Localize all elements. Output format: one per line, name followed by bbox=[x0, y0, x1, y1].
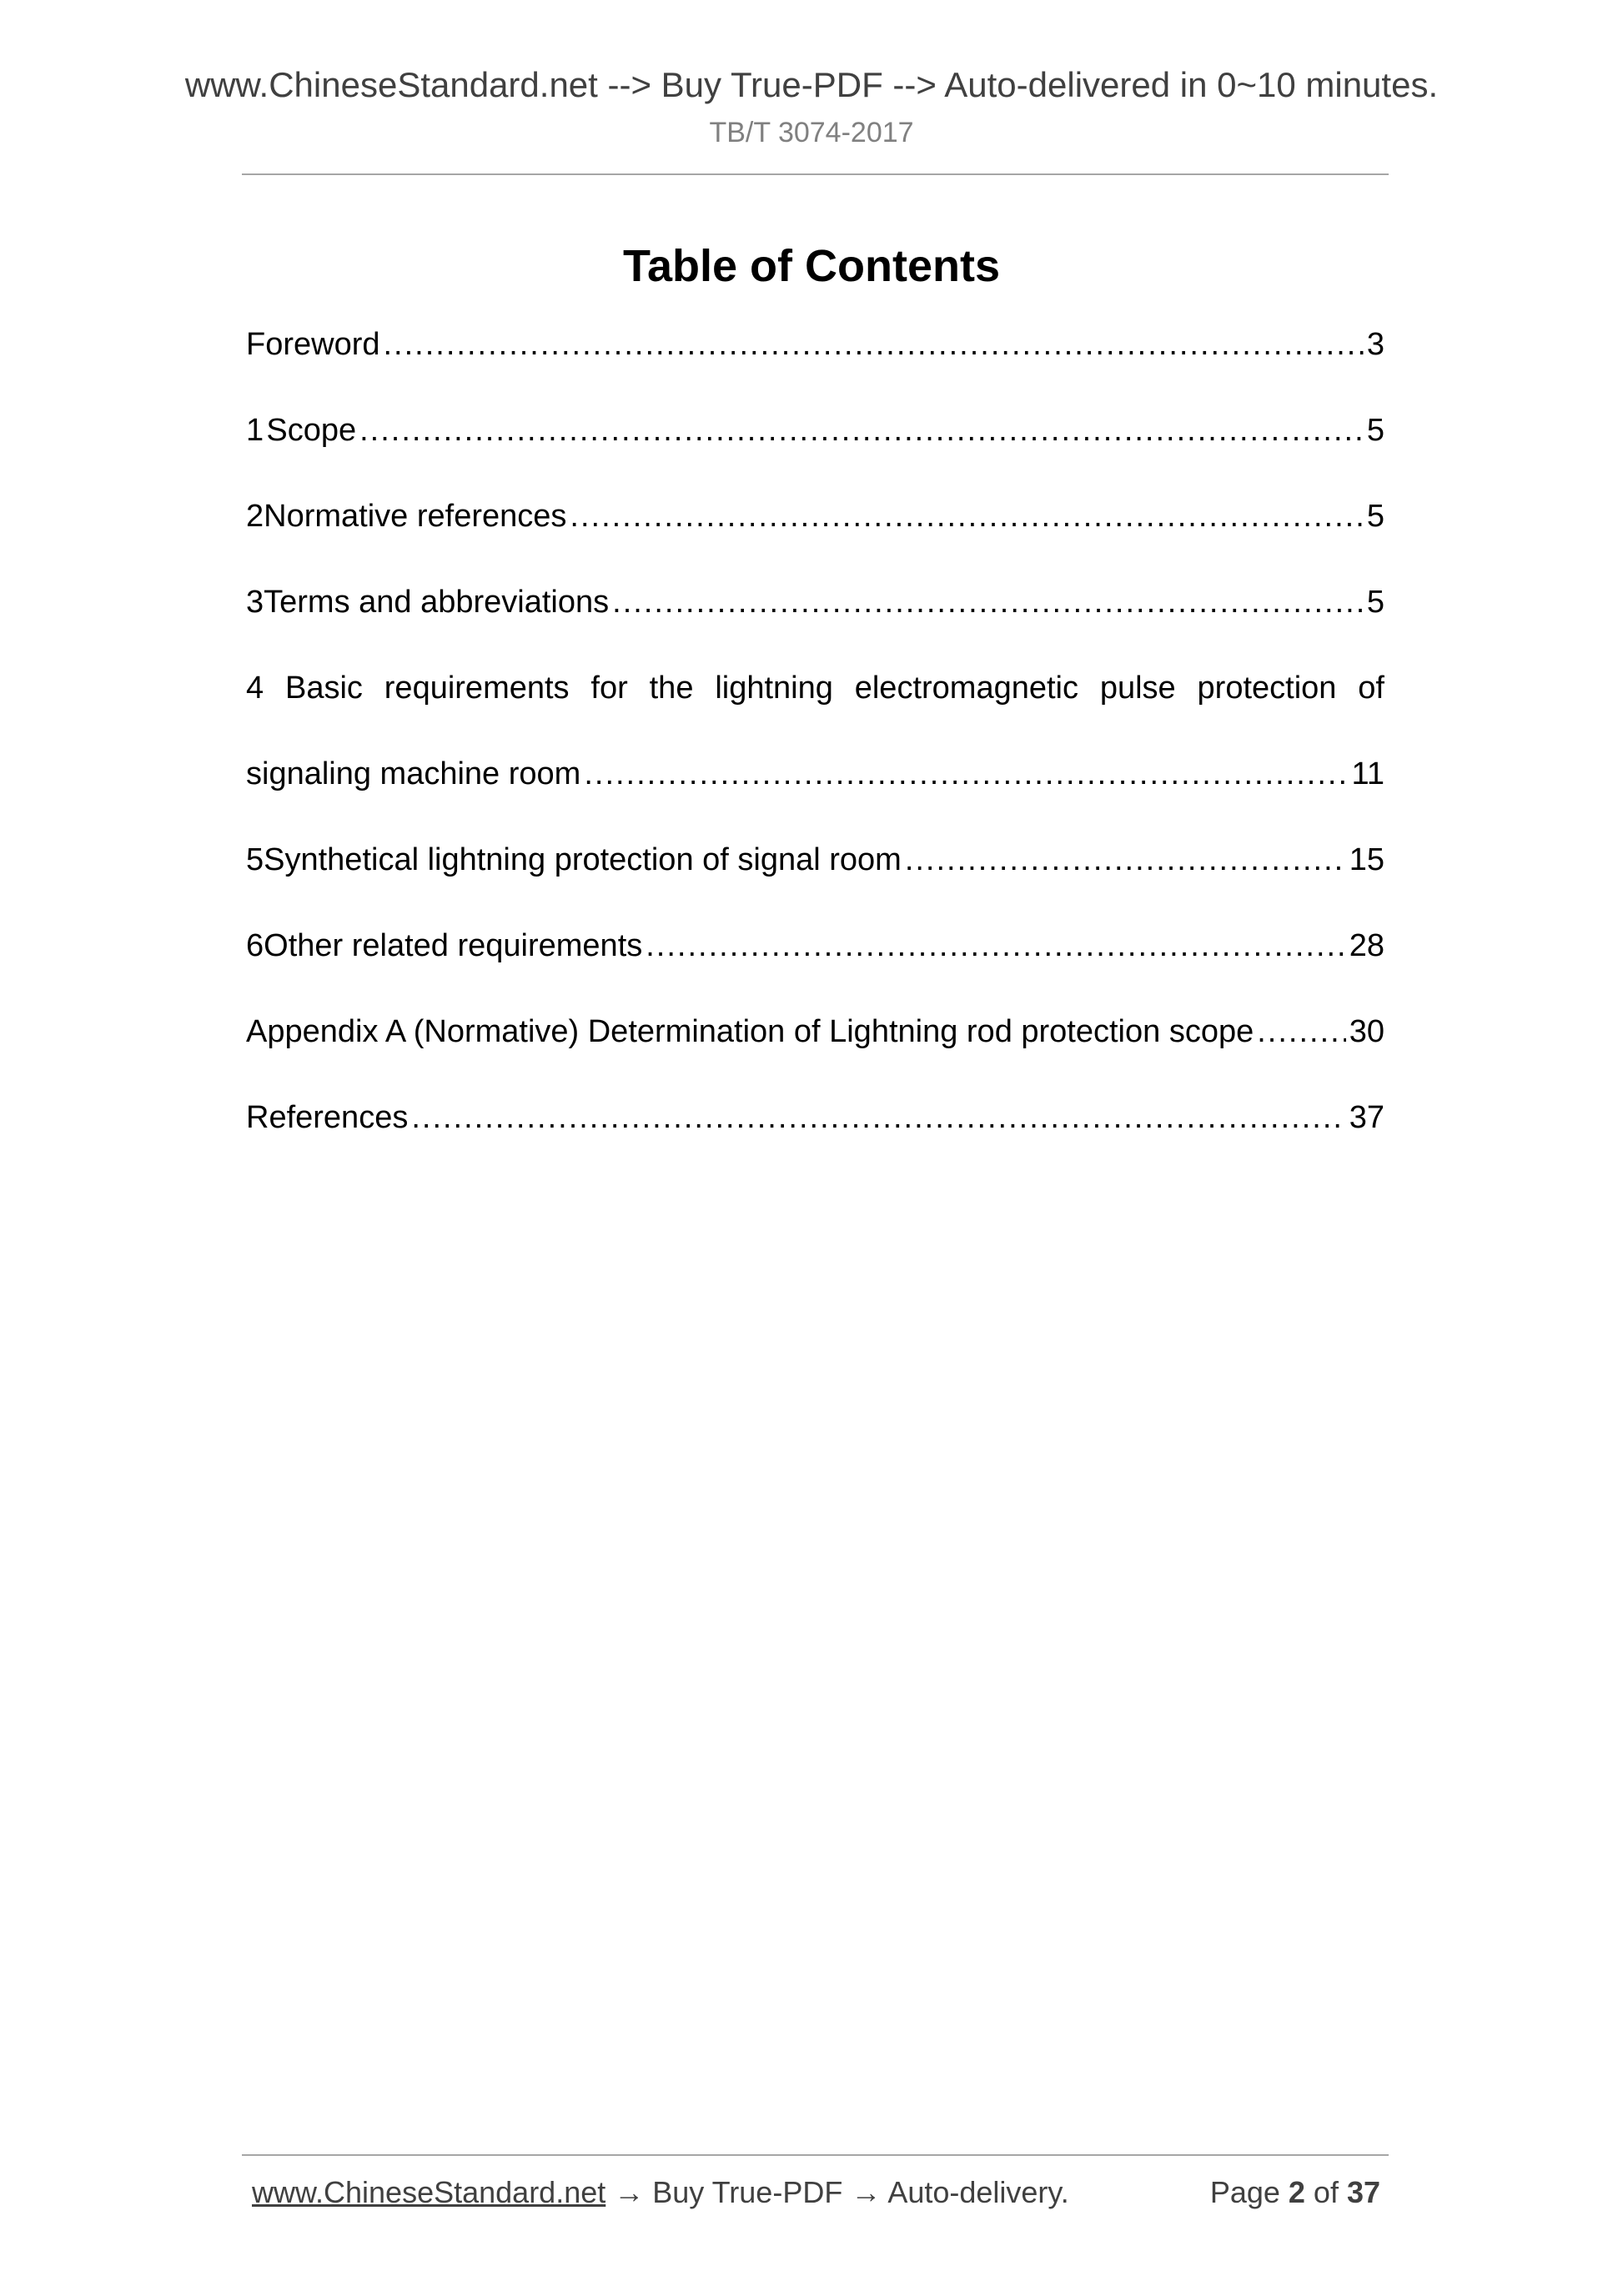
footer-site-link[interactable]: www.ChineseStandard.net bbox=[252, 2175, 606, 2209]
toc-entry-label: Other related requirements bbox=[264, 928, 643, 963]
toc-entry-scope[interactable] bbox=[246, 413, 1384, 499]
toc-entry-normative-references[interactable] bbox=[246, 499, 1384, 585]
toc-entry-word: the bbox=[649, 671, 694, 706]
toc-section-number: 6 bbox=[246, 928, 264, 963]
toc-page-number: 11 bbox=[1351, 756, 1384, 791]
toc-entry-other-related-requirements[interactable] bbox=[246, 928, 1384, 1014]
toc-page-number: 5 bbox=[1366, 499, 1384, 534]
toc-page-number: 5 bbox=[1366, 585, 1384, 620]
toc-title: Table of Contents bbox=[623, 241, 1000, 291]
toc-page-number: 5 bbox=[1366, 413, 1384, 448]
document-code: TB/T 3074-2017 bbox=[709, 117, 914, 148]
current-page-number: 2 bbox=[1288, 2175, 1305, 2209]
toc-entry-label: Appendix A (Normative) Determination of Lightning rod protection scope bbox=[246, 1014, 1254, 1049]
toc-entry-word: lightning bbox=[715, 671, 833, 706]
toc-section-number: 5 bbox=[246, 842, 264, 877]
toc-leader-dots bbox=[411, 1100, 1345, 1136]
toc-entry-word: for bbox=[590, 671, 628, 706]
header-banner: www.ChineseStandard.net --> Buy True-PDF --> Auto-delivered in 0~10 minutes. bbox=[184, 65, 1439, 104]
toc-page-number: 37 bbox=[1349, 1100, 1384, 1135]
total-pages-number: 37 bbox=[1346, 2175, 1380, 2209]
header-divider bbox=[242, 173, 1389, 175]
toc-entry-label: References bbox=[246, 1100, 409, 1135]
toc-entry-label: Synthetical lightning protection of signal room bbox=[264, 842, 902, 877]
toc-entry-foreword[interactable] bbox=[246, 327, 1384, 413]
toc-entry-references[interactable] bbox=[246, 1100, 1384, 1186]
toc-entry-word: protection bbox=[1197, 671, 1337, 706]
toc-section-number: 4 bbox=[246, 671, 264, 706]
toc-entry-word: of bbox=[1358, 671, 1384, 706]
page-prefix: Page bbox=[1209, 2175, 1289, 2209]
toc-entry-word: Basic bbox=[285, 671, 363, 706]
toc-leader-dots bbox=[905, 842, 1346, 878]
toc-entry-word: electromagnetic bbox=[854, 671, 1078, 706]
toc-entry-label: Foreword bbox=[246, 327, 380, 362]
toc-entry-terms-and-abbreviations[interactable] bbox=[246, 585, 1384, 671]
toc-entry-label: Normative references bbox=[264, 499, 567, 534]
toc-page-number: 3 bbox=[1366, 327, 1384, 362]
toc-leader-dots bbox=[359, 413, 1364, 449]
toc-entry-label: signaling machine room bbox=[246, 756, 581, 791]
toc-leader-dots bbox=[384, 327, 1364, 363]
page-indicator bbox=[1210, 2175, 1380, 2210]
toc-entry-appendix-a[interactable] bbox=[246, 1014, 1384, 1100]
toc-section-number: 1 bbox=[246, 413, 264, 448]
table-of-contents bbox=[246, 327, 1384, 1186]
toc-entry-word: pulse bbox=[1099, 671, 1176, 706]
toc-leader-dots bbox=[1257, 1014, 1345, 1050]
toc-entry-label: Scope bbox=[266, 413, 357, 448]
toc-entry-basic-requirements-line1[interactable] bbox=[246, 671, 1384, 756]
toc-entry-label: Terms and abbreviations bbox=[264, 585, 610, 620]
toc-leader-dots bbox=[646, 928, 1345, 964]
toc-leader-dots bbox=[612, 585, 1364, 620]
toc-page-number: 30 bbox=[1349, 1014, 1384, 1049]
toc-page-number: 28 bbox=[1349, 928, 1384, 963]
page-of-label: of bbox=[1304, 2175, 1347, 2209]
toc-leader-dots bbox=[584, 756, 1348, 792]
footer-divider bbox=[242, 2154, 1389, 2156]
toc-entry-synthetical-lightning-protection[interactable] bbox=[246, 842, 1384, 928]
footer-tagline: → Buy True-PDF → Auto-delivery. bbox=[605, 2175, 1069, 2209]
toc-leader-dots bbox=[570, 499, 1363, 535]
toc-section-number: 2 bbox=[246, 499, 264, 534]
toc-page-number: 15 bbox=[1349, 842, 1384, 877]
toc-entry-word: requirements bbox=[384, 671, 570, 706]
toc-entry-basic-requirements-line2[interactable] bbox=[246, 756, 1384, 842]
toc-section-number: 3 bbox=[246, 585, 264, 620]
footer-promo bbox=[252, 2175, 1069, 2210]
